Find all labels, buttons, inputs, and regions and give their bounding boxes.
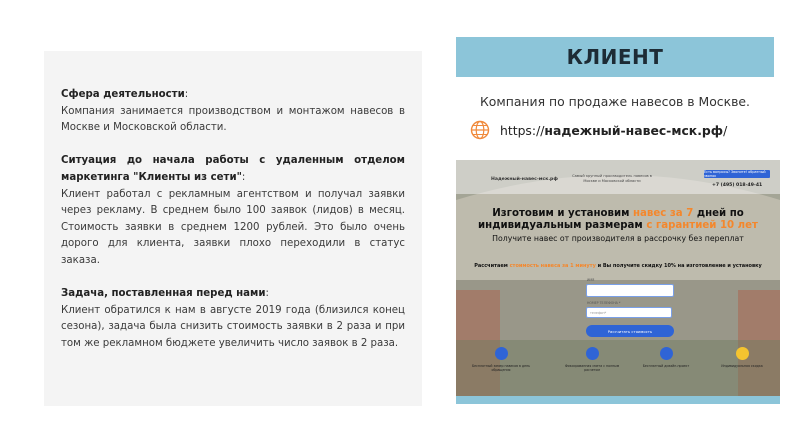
sphere-heading: Сфера деятельности: [61, 89, 185, 100]
preview-tagline: Самый крупный производитель навесов в Москве и Московской области: [572, 174, 652, 183]
preview-name-input: [586, 284, 674, 297]
situation-text: Клиент работал с рекламным агентством и получал заявки через рекламу. В среднем было 100 заявок (лидов) в месяц. Стоимость заявки в среднем 1200 рублей. Это было очень дорого для клиента, заявки плохо переходили в статус заказа.: [61, 188, 405, 266]
client-title: КЛИЕНТ: [566, 45, 664, 69]
preview-phone: +7 (495) 018-49-41: [712, 183, 763, 188]
client-site-link[interactable]: [470, 119, 727, 141]
preview-subheadline: Получите навес от производителя в рассрочку без переплат: [492, 234, 744, 243]
helmet-icon: [495, 347, 508, 360]
preview-phone-input: телефон*: [586, 307, 672, 318]
client-site-url[interactable]: https://надежный-навес-мск.рф/: [500, 122, 728, 138]
client-description: Компания по продаже навесов в Москве.: [480, 94, 750, 109]
laptop-icon: [660, 347, 673, 360]
preview-feature-1: Бесплатный замер навесов в день обращения: [471, 347, 531, 372]
situation-heading: Ситуация до начала работы с удаленным отделом маркетинга "Клиенты из сети": [61, 155, 405, 183]
preview-calc-text: Рассчитаем стоимость навеса за 1 минуту и Вы получите скидку 10% на изготовление и установку: [474, 263, 762, 269]
preview-logo: Надежный-навес-мск.рф: [491, 177, 558, 182]
preview-phone-label: НОМЕР ТЕЛЕФОНА *: [587, 301, 621, 305]
percent-icon: [736, 347, 749, 360]
preview-call-button: Есть вопросы? Звоните! обратный звонок: [704, 170, 770, 178]
preview-feature-4: Индивидуальная скидка: [712, 347, 772, 368]
sphere-text: Компания занимается производством и монтажом навесов в Москве и Московской области.: [61, 105, 405, 134]
task-text: Клиент обратился к нам в августе 2019 года (близился конец сезона), задача была снизить стоимость заявки в 2 раза и при том же рекламном бюджете увеличить число заявок в 2 раза.: [61, 304, 405, 349]
preview-feature-3: Бесплатный дизайн-проект: [636, 347, 696, 368]
preview-feature-2: Фиксированная смета с полным расчетом: [562, 347, 622, 372]
preview-submit-button: Рассчитать стоимость: [586, 325, 674, 337]
preview-headline: Изготовим и установим навес за 7 дней по индивидуальным размерам с гарантией 10 лет: [478, 208, 758, 231]
case-info-card: [44, 51, 422, 406]
phone-icon: [586, 347, 599, 360]
preview-name-label: ИМЯ: [587, 278, 595, 282]
website-preview: [456, 160, 780, 404]
task-heading: Задача, поставленная перед нами: [61, 288, 266, 300]
globe-icon: [470, 120, 490, 140]
preview-bottom-bar: [456, 396, 780, 404]
client-header: [456, 37, 774, 77]
case-info-text: Сфера деятельности: Компания занимается производством и монтажом навесов в Москве и Московской области. Ситуация до начала работы с удаленным отделом маркетинга "Клиенты из сети": Клиент работал с рекламным агентством и получал заявки через рекламу. В среднем было 100 заявок (лидов) в месяц. Стоимость заявки в среднем 1200 рублей. Это было очень дорого для клиента, заявки плохо переходили в статус заказа. Задача, поставленная перед нами: Клиент обратился к нам в августе 2019 года (близился конец сезона), задача была снизить стоимость заявки в 2 раза и при том же рекламном бюджете увеличить число заявок в 2 раза.: [61, 87, 405, 353]
